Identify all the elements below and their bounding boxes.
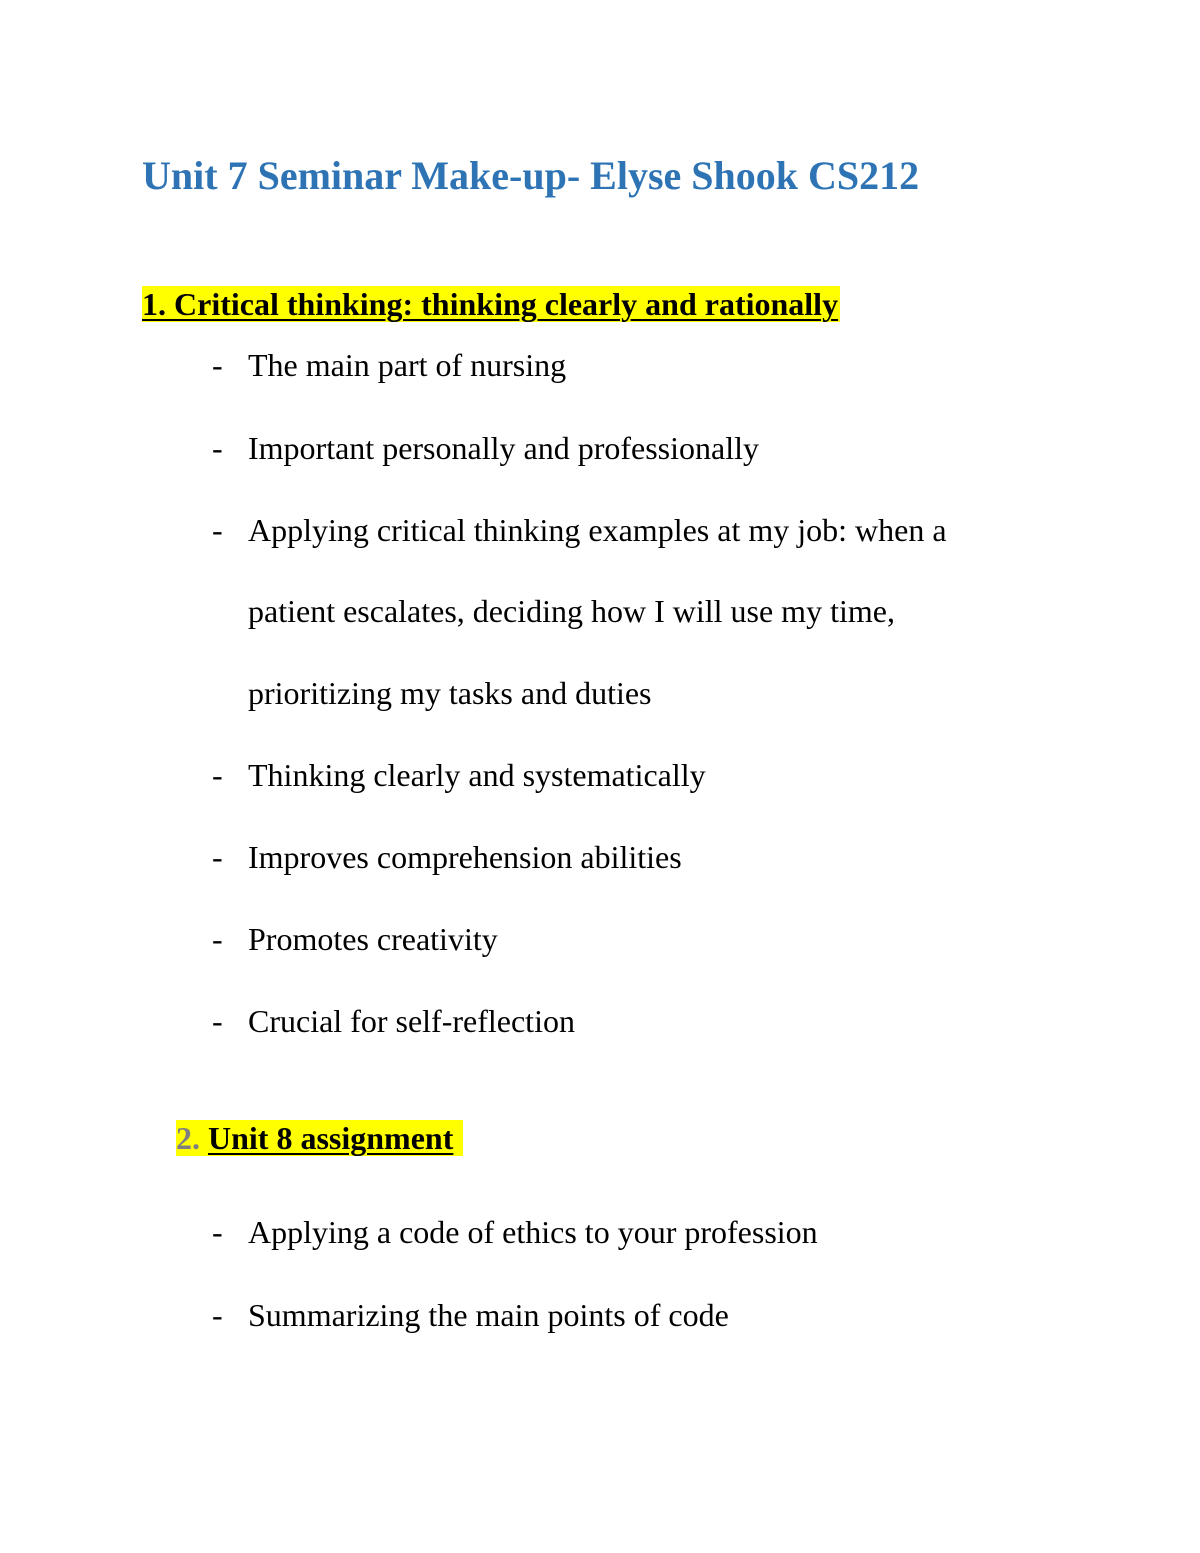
list-item xyxy=(212,1295,729,1335)
section-2-number: 2. xyxy=(176,1120,200,1156)
bullet-dash: - xyxy=(212,921,223,957)
list-item xyxy=(212,837,682,877)
list-item-continuation: prioritizing my tasks and duties xyxy=(248,675,652,711)
list-item-text: Important personally and professionally xyxy=(248,430,759,466)
section-1-heading-text: 1. Critical thinking: thinking clearly and rationally xyxy=(142,286,839,322)
section-2-heading-text: Unit 8 assignment xyxy=(208,1120,454,1156)
list-item xyxy=(212,1212,818,1252)
bullet-dash: - xyxy=(212,1003,223,1039)
bullet-dash: - xyxy=(212,757,223,793)
list-item-continuation: patient escalates, deciding how I will use my time, xyxy=(248,593,895,629)
list-item-text: Applying critical thinking examples at my job: when a xyxy=(248,512,947,548)
bullet-dash: - xyxy=(212,839,223,875)
bullet-dash: - xyxy=(212,512,223,548)
list-item xyxy=(212,428,759,468)
list-item xyxy=(212,755,706,795)
bullet-dash: - xyxy=(212,430,223,466)
list-item xyxy=(212,510,947,550)
section-1-heading xyxy=(142,284,840,324)
section-2-heading-highlight xyxy=(176,1120,463,1156)
list-item-text: Applying a code of ethics to your profession xyxy=(248,1214,818,1250)
list-item-text: Improves comprehension abilities xyxy=(248,839,682,875)
list-item-text: Promotes creativity xyxy=(248,921,498,957)
list-item-text: Summarizing the main points of code xyxy=(248,1297,729,1333)
list-item-text: Crucial for self-reflection xyxy=(248,1003,575,1039)
list-item-text: The main part of nursing xyxy=(248,347,567,383)
list-item xyxy=(212,345,566,385)
section-2-heading xyxy=(176,1118,463,1158)
bullet-dash: - xyxy=(212,347,223,383)
bullet-dash: - xyxy=(212,1297,223,1333)
bullet-dash: - xyxy=(212,1214,223,1250)
list-item-text: Thinking clearly and systematically xyxy=(248,757,706,793)
list-item xyxy=(212,919,498,959)
list-item xyxy=(212,1001,575,1041)
document-title: Unit 7 Seminar Make-up- Elyse Shook CS212 xyxy=(142,153,920,198)
